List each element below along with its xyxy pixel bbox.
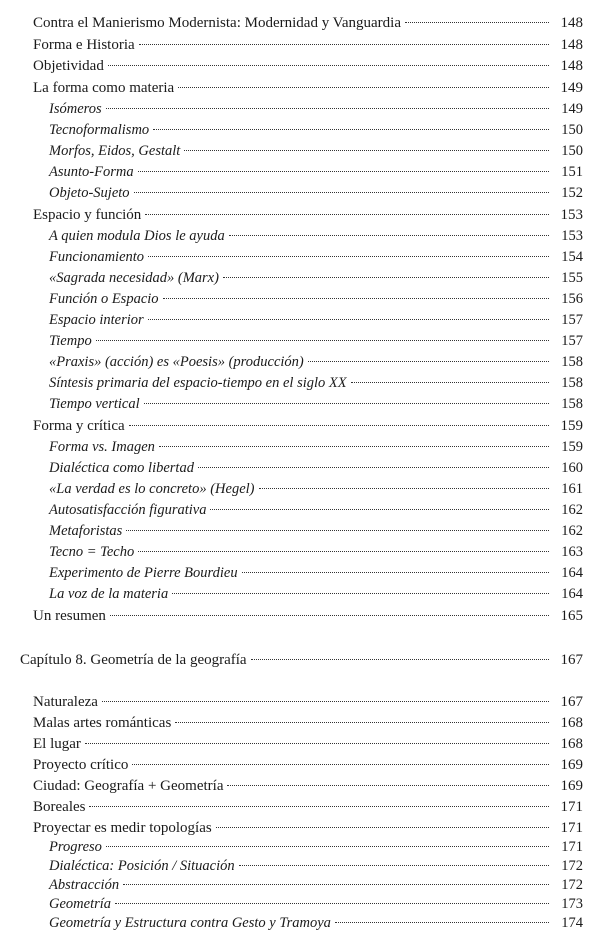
toc-entry: [33, 57, 583, 75]
leader-dots: [227, 785, 549, 786]
toc-entry-page: 173: [561, 896, 583, 912]
toc-entry: [49, 857, 583, 875]
toc-entry-page: 171: [560, 820, 583, 836]
toc-entry-page: 167: [560, 694, 583, 710]
toc-entry-page: 158: [561, 375, 583, 391]
leader-dots: [106, 846, 549, 847]
toc-entry: [49, 332, 583, 350]
toc-entry-label: Tecnoformalismo: [49, 122, 150, 138]
toc-entry-page: 158: [561, 396, 583, 412]
toc-entry: [33, 79, 583, 97]
leader-dots: [405, 22, 549, 23]
toc-entry: [49, 353, 583, 371]
toc-entry: [49, 876, 583, 894]
toc-entry-label: Abstracción: [49, 877, 120, 893]
toc-entry-label: Morfos, Eidos, Gestalt: [49, 143, 181, 159]
leader-dots: [148, 319, 549, 320]
toc-entry-page: 153: [560, 207, 583, 223]
leader-dots: [163, 298, 549, 299]
toc-entry-page: 148: [560, 37, 583, 53]
toc-entry: [49, 227, 583, 245]
toc-entry-label: A quien modula Dios le ayuda: [49, 228, 225, 244]
toc-entry: [49, 438, 583, 456]
toc-entry-label: Objeto-Sujeto: [49, 185, 130, 201]
toc-entry: [49, 311, 583, 329]
toc-entry: [49, 100, 583, 118]
leader-dots: [308, 361, 549, 362]
toc-entry: [33, 735, 583, 753]
toc-entry-label: Funcionamiento: [49, 249, 145, 265]
toc-entry-page: 148: [560, 58, 583, 74]
leader-dots: [126, 530, 549, 531]
toc-entry-page: 159: [560, 418, 583, 434]
toc-entry: [49, 142, 583, 160]
toc-entry: [49, 564, 583, 582]
leader-dots: [216, 827, 549, 828]
toc-entry-label: Autosatisfacción figurativa: [49, 502, 207, 518]
toc-entry-label: Objetividad: [33, 58, 104, 74]
leader-dots: [351, 382, 549, 383]
toc-entry-page: 158: [561, 354, 583, 370]
toc-entry-page: 159: [561, 439, 583, 455]
toc-entry-label: Isómeros: [49, 101, 102, 117]
toc-entry-page: 163: [561, 544, 583, 560]
toc-entry: [49, 480, 583, 498]
toc-entry: [49, 269, 583, 287]
toc-entry: [49, 121, 583, 139]
toc-entry: [33, 417, 583, 435]
leader-dots: [229, 235, 549, 236]
leader-dots: [153, 129, 549, 130]
toc-entry-label: «La verdad es lo concreto» (Hegel): [49, 481, 255, 497]
toc-entry-label: Dialéctica: Posición / Situación: [49, 858, 235, 874]
toc-entry-label: Un resumen: [33, 608, 106, 624]
chapter-heading-label: Capítulo 8. Geometría de la geografía: [20, 652, 247, 668]
toc-entry-label: Dialéctica como libertad: [49, 460, 194, 476]
toc-entry-page: 154: [561, 249, 583, 265]
toc-entry-label: Síntesis primaria del espacio-tiempo en el siglo XX: [49, 375, 347, 391]
chapter-heading-page: 167: [560, 652, 583, 668]
toc-entry: [49, 543, 583, 561]
toc-entry-page: 174: [561, 915, 583, 931]
leader-dots: [335, 922, 549, 923]
leader-dots: [172, 593, 549, 594]
leader-dots: [148, 256, 549, 257]
toc-entry-page: 168: [560, 715, 583, 731]
toc-entry-page: 164: [561, 565, 583, 581]
leader-dots: [138, 171, 549, 172]
toc-entry-page: 172: [561, 877, 583, 893]
toc-entry-label: Forma y crítica: [33, 418, 125, 434]
leader-dots: [132, 764, 549, 765]
toc-entry-page: 156: [561, 291, 583, 307]
toc-entry: [33, 756, 583, 774]
leader-dots: [159, 446, 549, 447]
toc-entry-label: Geometría y Estructura contra Gesto y Tramoya: [49, 915, 331, 931]
toc-entry-label: Malas artes románticas: [33, 715, 172, 731]
toc-entry-label: Tiempo vertical: [49, 396, 140, 412]
toc-entry: [49, 374, 583, 392]
leader-dots: [89, 806, 549, 807]
toc-entry: [33, 819, 583, 837]
toc-entry: [33, 36, 583, 54]
toc-entry: [33, 798, 583, 816]
leader-dots: [223, 277, 549, 278]
toc-entry: [49, 914, 583, 932]
toc-entry: [33, 693, 583, 711]
leader-dots: [259, 488, 550, 489]
toc-entry: [33, 607, 583, 625]
leader-dots: [102, 701, 549, 702]
toc-entry: [33, 777, 583, 795]
toc-entry: [49, 501, 583, 519]
toc-entry: [49, 895, 583, 913]
toc-entry-page: 148: [560, 15, 583, 31]
toc-entry-page: 171: [561, 839, 583, 855]
toc-entry-page: 161: [561, 481, 583, 497]
toc-entry-page: 169: [560, 757, 583, 773]
toc-entry-page: 162: [561, 502, 583, 518]
toc-entry-label: Ciudad: Geografía + Geometría: [33, 778, 224, 794]
toc-entry: [49, 838, 583, 856]
toc-entry-label: El lugar: [33, 736, 81, 752]
toc-entry-page: 149: [560, 80, 583, 96]
leader-dots: [96, 340, 549, 341]
toc-entry-label: Forma vs. Imagen: [49, 439, 155, 455]
leader-dots: [115, 903, 549, 904]
toc-entry-page: 150: [561, 143, 583, 159]
leader-dots: [145, 214, 549, 215]
leader-dots: [144, 403, 549, 404]
toc-entry-page: 157: [561, 333, 583, 349]
toc-entry: [49, 395, 583, 413]
toc-entry-page: 160: [561, 460, 583, 476]
chapter-heading: [20, 651, 583, 669]
leader-dots: [251, 659, 549, 660]
toc-entry: [49, 248, 583, 266]
leader-dots: [108, 65, 549, 66]
toc-entry: [49, 459, 583, 477]
toc-entry-label: «Praxis» (acción) es «Poesis» (producción): [49, 354, 304, 370]
toc-entry: [49, 163, 583, 181]
leader-dots: [242, 572, 549, 573]
toc-entry: [49, 290, 583, 308]
toc-entry-page: 152: [561, 185, 583, 201]
toc-entry: [49, 184, 583, 202]
toc-entry-label: Naturaleza: [33, 694, 98, 710]
toc-entry-page: 155: [561, 270, 583, 286]
toc-entry: [49, 585, 583, 603]
leader-dots: [239, 865, 549, 866]
toc-entry-label: Geometría: [49, 896, 112, 912]
toc-entry-page: 151: [561, 164, 583, 180]
toc-entry-page: 168: [560, 736, 583, 752]
leader-dots: [106, 108, 549, 109]
leader-dots: [129, 425, 549, 426]
toc-entry-page: 171: [560, 799, 583, 815]
leader-dots: [85, 743, 549, 744]
toc-entry-label: Contra el Manierismo Modernista: Modernidad y Vanguardia: [33, 15, 401, 31]
toc-entry-label: Forma e Historia: [33, 37, 135, 53]
toc-entry-page: 172: [561, 858, 583, 874]
leader-dots: [210, 509, 549, 510]
toc-entry-page: 157: [561, 312, 583, 328]
leader-dots: [110, 615, 549, 616]
toc-entry-page: 150: [561, 122, 583, 138]
toc-entry: [33, 714, 583, 732]
leader-dots: [138, 551, 549, 552]
leader-dots: [139, 44, 549, 45]
toc-entry: [33, 206, 583, 224]
toc-entry-label: Metaforistas: [49, 523, 123, 539]
toc-entry-page: 149: [561, 101, 583, 117]
leader-dots: [184, 150, 549, 151]
toc-entry-label: Tecno = Techo: [49, 544, 135, 560]
toc-entry-label: Boreales: [33, 799, 86, 815]
leader-dots: [175, 722, 549, 723]
toc-entry-page: 169: [560, 778, 583, 794]
leader-dots: [178, 87, 549, 88]
leader-dots: [123, 884, 549, 885]
toc-entry: [33, 14, 583, 32]
toc-entry-label: Tiempo: [49, 333, 92, 349]
toc-entry-label: Asunto-Forma: [49, 164, 134, 180]
toc-entry-label: Espacio interior: [49, 312, 144, 328]
toc-entry-label: «Sagrada necesidad» (Marx): [49, 270, 219, 286]
toc-entry-label: Experimento de Pierre Bourdieu: [49, 565, 238, 581]
toc-entry-label: La forma como materia: [33, 80, 175, 96]
leader-dots: [198, 467, 549, 468]
toc-entry-label: Función o Espacio: [49, 291, 159, 307]
toc-entry-label: La voz de la materia: [49, 586, 169, 602]
toc-entry-label: Espacio y función: [33, 207, 142, 223]
toc-entry: [49, 522, 583, 540]
toc-entry-page: 164: [561, 586, 583, 602]
toc-entry-label: Proyecto crítico: [33, 757, 129, 773]
leader-dots: [134, 192, 549, 193]
toc-entry-page: 153: [561, 228, 583, 244]
toc-entry-label: Progreso: [49, 839, 102, 855]
toc-entry-page: 162: [561, 523, 583, 539]
toc-entry-label: Proyectar es medir topologías: [33, 820, 212, 836]
toc-entry-page: 165: [560, 608, 583, 624]
